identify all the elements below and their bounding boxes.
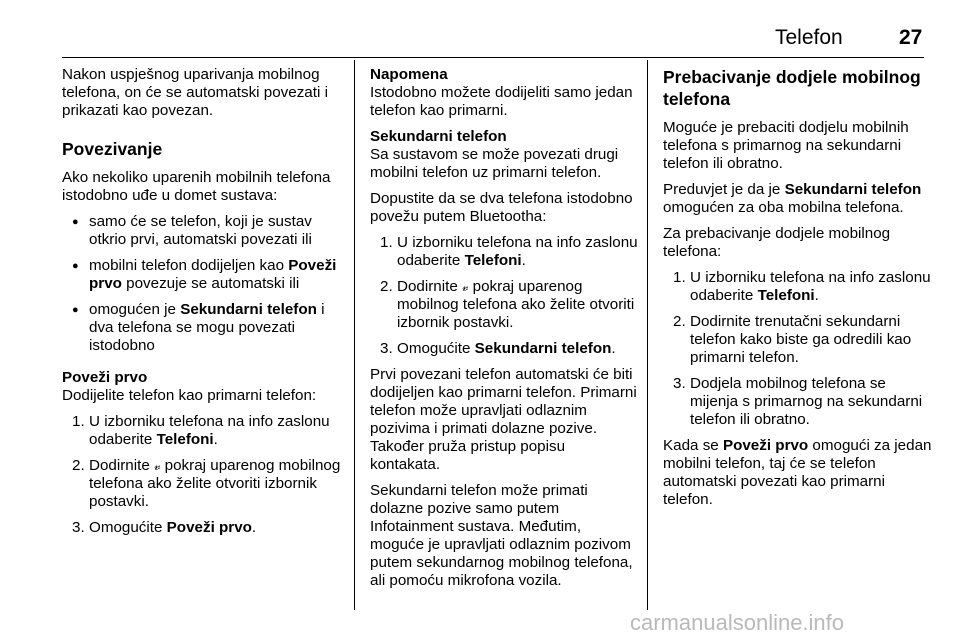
- note-text: Istodobno možete dodijeliti samo jedan telefon kao primarni.: [370, 84, 633, 119]
- paragraph: Prvi povezani telefon automatski će biti dodijeljen kao primarni telefon. Primarni telefon može upravljati odlaznim pozivima i primati dolazne pozive. Također pruža pristup popisu kontakata.: [370, 366, 637, 473]
- list-item: ● omogućen je Sekundarni telefon i dva telefona se mogu povezati istodobno: [62, 301, 347, 355]
- list-item: 3. Dodjela mobilnog telefona se mijenja s primarnog na sekundarni telefon ili obratno.: [673, 375, 923, 428]
- numbered-list: [370, 234, 638, 358]
- column-divider: [354, 60, 355, 610]
- subsection: [370, 128, 638, 182]
- numbered-list: [663, 269, 933, 429]
- bullet-list: [62, 213, 347, 355]
- paragraph: Preduvjet je da je Sekundarni telefon omogućen za oba mobilna telefona.: [663, 181, 922, 216]
- list-item: 2. Dodirnite 𝓋 pokraj uparenog mobilnog telefona ako želite otvoriti izbornik postavki.: [72, 457, 341, 510]
- section-heading-povezivanje: Povezivanje: [62, 139, 163, 159]
- subsection-heading: Poveži prvo: [62, 369, 148, 386]
- header-rule: [62, 57, 924, 58]
- page-number: 27: [899, 26, 923, 49]
- note: [370, 66, 638, 120]
- subsection-heading: Sekundarni telefon: [370, 128, 507, 145]
- paragraph: Dopustite da se dva telefona istodobno povežu putem Bluetootha:: [370, 190, 633, 225]
- page-title: Telefon: [775, 26, 843, 49]
- watermark: carmanualsonline.info: [630, 610, 845, 635]
- column-2: [370, 66, 638, 598]
- subsection-text: Sa sustavom se može povezati drugi mobilni telefon uz primarni telefon.: [370, 146, 619, 181]
- list-item: 2. Dodirnite 𝓋 pokraj uparenog mobilnog telefona ako želite otvoriti izbornik postavki.: [380, 278, 635, 331]
- page-header: [0, 22, 960, 52]
- subsection: [62, 369, 347, 405]
- list-item: ● mobilni telefon dodijeljen kao Poveži prvo povezuje se automatski ili: [62, 257, 347, 293]
- pencil-icon: 𝓋: [462, 279, 469, 294]
- paragraph: Moguće je prebaciti dodjelu mobilnih telefona s primarnog na sekundarni telefon ili obratno.: [663, 119, 909, 172]
- paragraph: Ako nekoliko uparenih mobilnih telefona istodobno uđe u domet sustava:: [62, 169, 331, 204]
- column-3: [663, 66, 933, 517]
- list-item: 1. U izborniku telefona na info zaslonu odaberite Telefoni.: [673, 269, 931, 304]
- list-item: 1. U izborniku telefona na info zaslonu odaberite Telefoni.: [72, 413, 330, 448]
- list-item: 2. Dodirnite trenutačni sekundarni telefon kako biste ga odredili kao primarni telefon.: [673, 313, 912, 366]
- pencil-icon: 𝓋: [154, 458, 161, 473]
- column-divider: [647, 60, 648, 610]
- subsection-text: Dodijelite telefon kao primarni telefon:: [62, 387, 317, 404]
- list-item: ● samo će se telefon, koji je sustav otkrio prvi, automatski povezati ili: [62, 213, 347, 249]
- note-title: Napomena: [370, 66, 448, 83]
- intro-paragraph: Nakon uspješnog uparivanja mobilnog telefona, on će se automatski povezati i prikazati kao povezan.: [62, 66, 328, 119]
- paragraph: Sekundarni telefon može primati dolazne pozive samo putem Infotainment sustava. Međutim, moguće je upravljati odlaznim pozivom putem sekundarnog mobilnog telefona, ali pomoću mikrofona vozila.: [370, 482, 633, 589]
- list-item: 3. Omogućite Poveži prvo.: [72, 519, 257, 536]
- paragraph: Kada se Poveži prvo omogući za jedan mobilni telefon, taj će se telefon automatski povezati kao primarni telefon.: [663, 437, 932, 508]
- column-1: [62, 66, 347, 545]
- list-item: 3. Omogućite Sekundarni telefon.: [380, 340, 616, 357]
- numbered-list: [62, 413, 347, 537]
- list-item: 1. U izborniku telefona na info zaslonu odaberite Telefoni.: [380, 234, 638, 269]
- section-heading-prebacivanje: Prebacivanje dodjele mobilnog telefona: [663, 67, 921, 109]
- paragraph: Za prebacivanje dodjele mobilnog telefona:: [663, 225, 891, 260]
